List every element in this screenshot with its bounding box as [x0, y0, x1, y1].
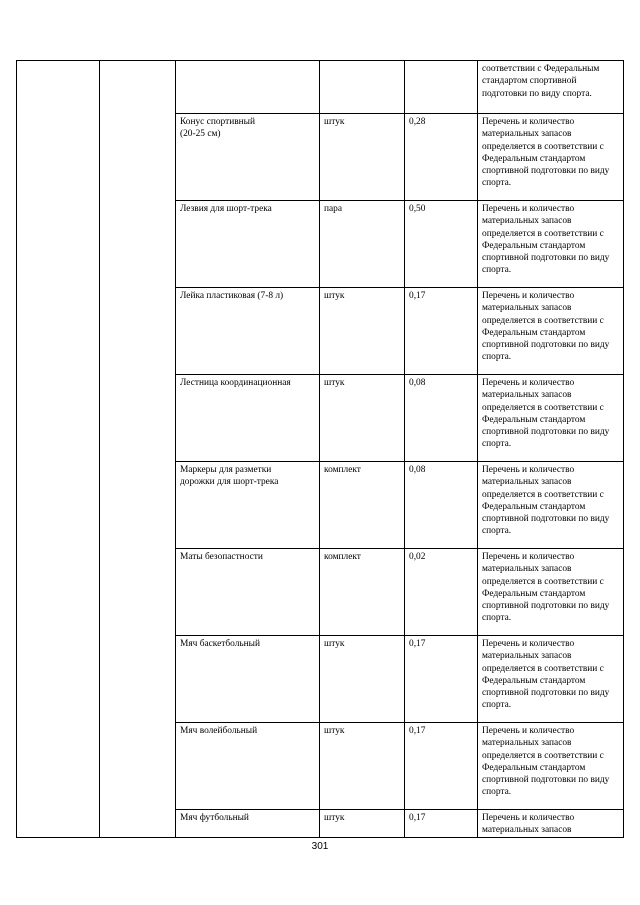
item-name-cell: Мяч футбольный [176, 810, 320, 838]
quantity-cell [405, 61, 478, 114]
quantity-cell: 0,50 [405, 201, 478, 288]
unit-cell: штук [320, 723, 405, 810]
quantity-cell: 0,17 [405, 723, 478, 810]
note-cell: Перечень и количество материальных запасов определяется в соответствии с Федеральным стандартом спортивной подготовки по виду спорта. [478, 288, 624, 375]
merged-column-2-cell [100, 61, 176, 838]
quantity-cell: 0,17 [405, 810, 478, 838]
unit-cell [320, 61, 405, 114]
note-cell: Перечень и количество материальных запасов определяется в соответствии с Федеральным стандартом спортивной подготовки по виду спорта. [478, 723, 624, 810]
item-name-cell: Лейка пластиковая (7-8 л) [176, 288, 320, 375]
inventory-table [16, 60, 624, 838]
note-cell: Перечень и количество материальных запасов определяется в соответствии с Федеральным стандартом спортивной подготовки по виду спорта. [478, 114, 624, 201]
note-cell: Перечень и количество материальных запасов определяется в соответствии с Федеральным стандартом спортивной подготовки по виду спорта. [478, 201, 624, 288]
item-name-cell: Лестница координационная [176, 375, 320, 462]
item-name-cell: Маты безопастности [176, 549, 320, 636]
note-cell: Перечень и количество материальных запасов определяется в соответствии с Федеральным стандартом спортивной подготовки по виду спорта. [478, 636, 624, 723]
unit-cell: штук [320, 375, 405, 462]
item-name-cell: Мяч волейбольный [176, 723, 320, 810]
quantity-cell: 0,17 [405, 636, 478, 723]
item-name-cell: Мяч баскетбольный [176, 636, 320, 723]
note-cell: Перечень и количество материальных запасов [478, 810, 624, 838]
unit-cell: комплект [320, 462, 405, 549]
quantity-cell: 0,17 [405, 288, 478, 375]
unit-cell: комплект [320, 549, 405, 636]
unit-cell: штук [320, 288, 405, 375]
unit-cell: штук [320, 114, 405, 201]
note-cell: Перечень и количество материальных запасов определяется в соответствии с Федеральным стандартом спортивной подготовки по виду спорта. [478, 462, 624, 549]
note-cell: Перечень и количество материальных запасов определяется в соответствии с Федеральным стандартом спортивной подготовки по виду спорта. [478, 375, 624, 462]
page-number: 301 [311, 841, 329, 852]
note-cell: соответствии с Федеральным стандартом спортивной подготовки по виду спорта. [478, 61, 624, 114]
table-row [17, 61, 624, 114]
unit-cell: пара [320, 201, 405, 288]
item-name-cell [176, 61, 320, 114]
unit-cell: штук [320, 810, 405, 838]
item-name-cell: Конус спортивный (20-25 см) [176, 114, 320, 201]
quantity-cell: 0,08 [405, 462, 478, 549]
quantity-cell: 0,28 [405, 114, 478, 201]
unit-cell: штук [320, 636, 405, 723]
item-name-cell: Маркеры для разметки дорожки для шорт-трека [176, 462, 320, 549]
item-name-cell: Лезвия для шорт-трека [176, 201, 320, 288]
note-cell: Перечень и количество материальных запасов определяется в соответствии с Федеральным стандартом спортивной подготовки по виду спорта. [478, 549, 624, 636]
merged-column-1-cell [17, 61, 100, 838]
quantity-cell: 0,02 [405, 549, 478, 636]
quantity-cell: 0,08 [405, 375, 478, 462]
